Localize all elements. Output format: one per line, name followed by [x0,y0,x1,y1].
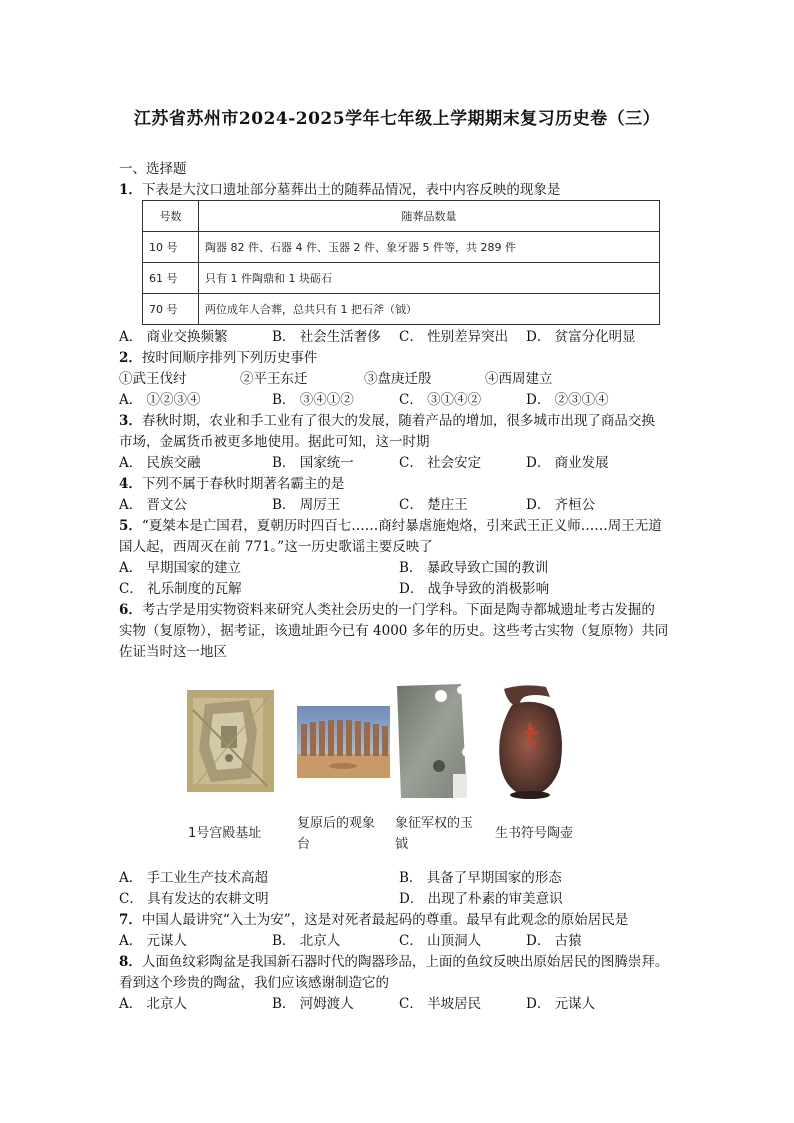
option-d: D． 出现了朴素的审美意识 [399,891,563,907]
table-cell: 10 号 [143,232,199,263]
question-number: 3． [119,413,142,429]
option-b: B． ③④①② [272,392,354,408]
option-a: A． ①②③④ [119,392,201,408]
question-5 [119,517,662,535]
option-b: B． 暴政导致亡国的教训 [399,560,549,576]
caption-pottery: 生书符号陶壶 [495,826,574,841]
option-c: C． 半坡居民 [399,996,482,1012]
table-cell: 两位成年人合葬，总共只有 1 把石斧（钺） [199,294,660,325]
option-a: A． 手工业生产技术高超 [119,870,269,886]
question-8 [119,953,668,971]
question-7 [119,911,628,929]
table-cell: 只有 1 件陶鼎和 1 块砺石 [199,263,660,294]
question-stem-cont: 实物（复原物），据考证，该遗址距今已有 4000 多年的历史。这些考古实物（复原物）共同 [119,623,669,639]
option-c: C． 具有发达的农耕文明 [119,891,269,907]
table-header-row [143,201,660,232]
option-d: D． 战争导致的消极影响 [399,581,550,597]
question-number: 4． [119,476,142,492]
option-c: C． ③①④② [399,392,482,408]
question-stem: 春秋时期，农业和手工业有了很大的发展，随着产品的增加，很多城市出现了商品交换 [141,413,655,429]
page-title: 江苏省苏州市2024-2025学年七年级上学期期末复习历史卷（三） [133,109,661,129]
question-3 [119,412,655,430]
option-a: A． 早期国家的建立 [119,560,242,576]
table-header: 号数 [143,201,199,232]
caption-line: 复原后的观象 [297,816,376,831]
event-1: ①武王伐纣 [119,371,187,387]
option-a: A． 北京人 [119,996,188,1012]
question-stem-cont: 市场，金属货币被更多地使用。据此可知，这一时期 [119,434,430,450]
question-stem-cont: 国人起，西周灭在前 771。”这一历史歌谣主要反映了 [119,539,433,555]
option-c: C． 性别差异突出 [399,329,509,345]
option-a: A． 元谋人 [119,933,188,949]
table-cell: 61 号 [143,263,199,294]
question-number: 1． [119,182,142,198]
observatory-image [297,706,390,778]
option-d: D． 古猿 [526,933,582,949]
question-stem: 按时间顺序排列下列历史事件 [141,350,318,366]
option-b: B． 社会生活奢侈 [272,329,381,345]
question-4 [119,475,344,493]
question-number: 6． [119,602,142,618]
option-b: B． 周厉王 [272,497,341,513]
jade-yue-image [395,682,473,800]
palace-foundation-image [187,690,274,792]
option-a: A． 商业交换频繁 [119,329,228,345]
question-stem: 下表是大汶口遗址部分墓葬出土的随葬品情况，表中内容反映的现象是 [141,182,561,198]
caption-line: 象征军权的玉 [395,816,474,831]
option-b: B． 具备了早期国家的形态 [399,870,562,886]
question-stem-cont: 看到这个珍贵的陶盆，我们应该感谢制造它的 [119,975,389,991]
table-row [143,294,660,325]
option-a: A． 民族交融 [119,455,201,471]
question-2 [119,349,317,367]
question-6 [119,601,655,619]
question-stem: 中国人最讲究“入土为安”，这是对死者最起码的尊重。最早有此观念的原始居民是 [141,912,629,928]
question-number: 7． [119,912,142,928]
event-2: ②平王东迁 [240,371,308,387]
option-a: A． 晋文公 [119,497,188,513]
caption-line: 钺 [395,837,409,852]
caption-line: 台 [297,837,311,852]
question-stem: 考古学是用实物资料来研究人类社会历史的一门学科。下面是陶寺都城遗址考古发掘的 [141,602,655,618]
option-d: D． 元谋人 [526,996,596,1012]
option-d: D． 商业发展 [526,455,609,471]
pottery-jar-image [494,683,566,801]
question-number: 8． [119,954,142,970]
caption-jade-yue [395,813,473,855]
section-heading: 一、选择题 [119,161,187,177]
option-b: B． 北京人 [272,933,341,949]
option-c: C． 礼乐制度的瓦解 [119,581,242,597]
table-row [143,232,660,263]
option-c: C． 楚庄王 [399,497,468,513]
burial-goods-table [142,200,660,325]
option-b: B． 国家统一 [272,455,354,471]
table-row [143,263,660,294]
question-stem: 人面鱼纹彩陶盆是我国新石器时代的陶器珍品，上面的鱼纹反映出原始居民的图腾崇拜。 [141,954,669,970]
option-d: D． 贫富分化明显 [526,329,636,345]
question-1 [119,181,560,199]
option-b: B． 河姆渡人 [272,996,354,1012]
caption-observatory [297,813,375,855]
option-c: C． 山顶洞人 [399,933,482,949]
caption-palace: 1号宫殿基址 [188,826,262,841]
question-number: 2． [119,350,142,366]
table-header: 随葬品数量 [199,201,660,232]
question-stem: 下列不属于春秋时期著名霸主的是 [141,476,345,492]
option-d: D． 齐桓公 [526,497,596,513]
option-d: D． ②③①④ [526,392,609,408]
event-4: ④西周建立 [485,371,553,387]
table-cell: 陶器 82 件、石器 4 件、玉器 2 件、象牙器 5 件等，共 289 件 [199,232,660,263]
option-c: C． 社会安定 [399,455,482,471]
event-3: ③盘庚迁殷 [364,371,432,387]
question-stem-cont: 佐证当时这一地区 [119,644,227,660]
question-stem: “夏桀本是亡国君，夏朝历时四百七……商纣暴虐施炮烙，引来武王正义师……周王无道 [141,518,662,534]
question-number: 5． [119,518,142,534]
table-cell: 70 号 [143,294,199,325]
